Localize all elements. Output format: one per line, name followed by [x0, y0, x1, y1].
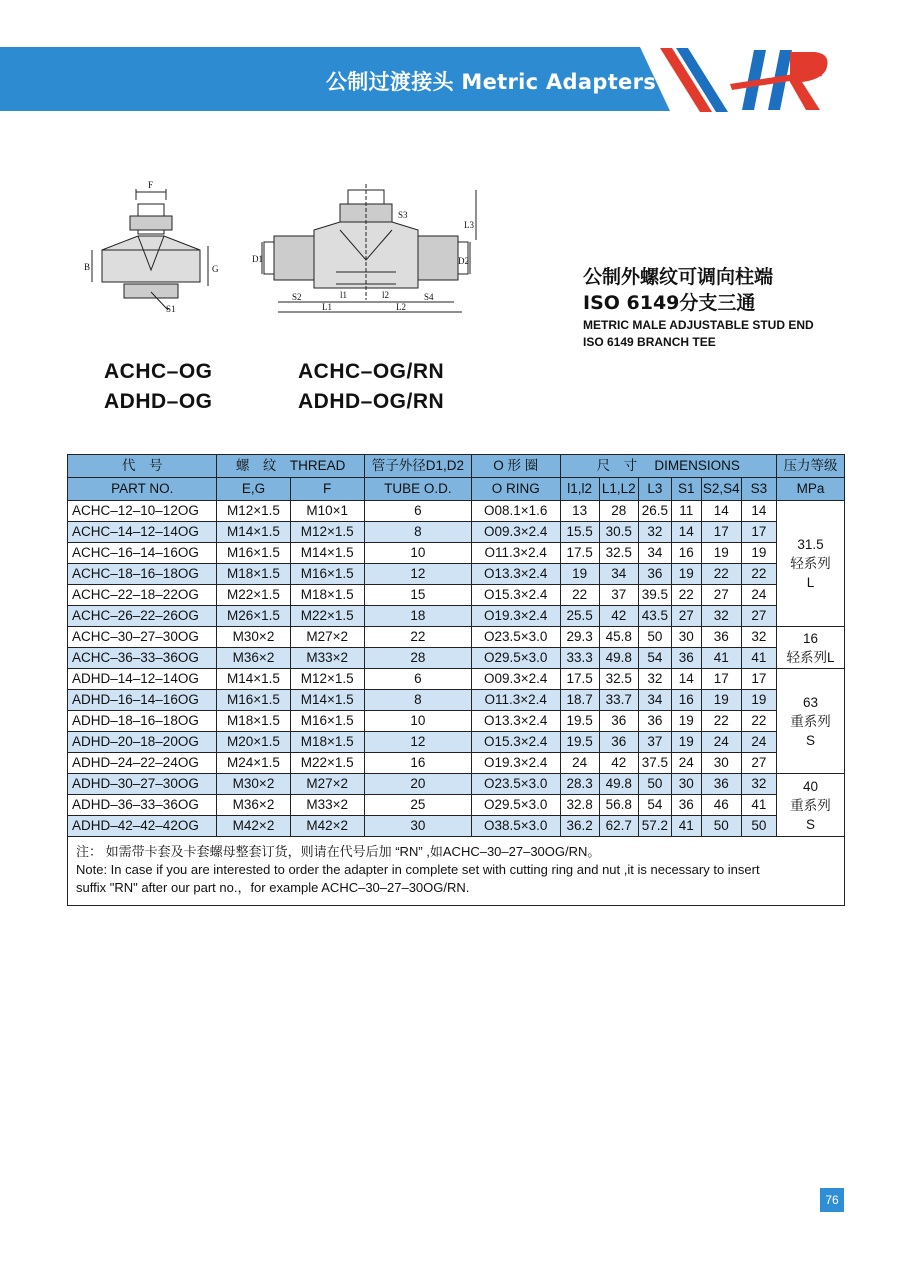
table-cell: 28.3: [560, 774, 599, 795]
table-cell: M12×1.5: [217, 501, 290, 522]
pressure-group-line: 40: [802, 778, 818, 794]
table-row: [68, 543, 845, 564]
table-cell: 32.5: [599, 543, 638, 564]
col-eg: E,G: [217, 478, 290, 501]
table-cell: 36: [599, 732, 638, 753]
table-cell: M10×1: [290, 501, 364, 522]
table-cell: 30: [364, 816, 471, 837]
table-cell: M12×1.5: [290, 522, 364, 543]
table-cell: 32.5: [599, 669, 638, 690]
product-title-en-1: METRIC MALE ADJUSTABLE STUD END: [583, 318, 814, 332]
table-cell: 27: [671, 606, 701, 627]
table-row: [68, 816, 845, 837]
table-cell: O23.5×3.0: [471, 627, 560, 648]
pressure-group-line: 重系列: [790, 713, 831, 729]
table-cell: O19.3×2.4: [471, 606, 560, 627]
table-cell: 17: [741, 522, 776, 543]
label-s2: S2: [292, 292, 302, 302]
table-cell: O09.3×2.4: [471, 522, 560, 543]
table-cell: 32: [741, 774, 776, 795]
table-cell: O19.3×2.4: [471, 753, 560, 774]
table-cell: 32: [638, 669, 671, 690]
table-cell: O13.3×2.4: [471, 564, 560, 585]
table-cell: O29.5×3.0: [471, 648, 560, 669]
table-row: [68, 732, 845, 753]
table-cell: 37.5: [638, 753, 671, 774]
table-cell: 14: [741, 501, 776, 522]
table-cell: ADHD–20–18–20OG: [68, 732, 217, 753]
table-cell: 24: [741, 732, 776, 753]
table-cell: 32: [701, 606, 741, 627]
table-cell: 43.5: [638, 606, 671, 627]
table-cell: 17: [741, 669, 776, 690]
table-cell: ADHD–30–27–30OG: [68, 774, 217, 795]
table-row: [68, 627, 845, 648]
table-cell: 19: [701, 690, 741, 711]
label-f: F: [148, 180, 154, 190]
part-number-achc-og: ACHC–OG: [104, 360, 213, 383]
table-cell: 26.5: [638, 501, 671, 522]
table-cell: 37: [638, 732, 671, 753]
table-cell: 57.2: [638, 816, 671, 837]
table-cell: 36: [599, 711, 638, 732]
col-f: F: [290, 478, 364, 501]
table-cell: O11.3×2.4: [471, 543, 560, 564]
table-cell: 24: [560, 753, 599, 774]
page-number: 76: [820, 1188, 844, 1212]
table-cell: 14: [671, 669, 701, 690]
pressure-group-line: 16: [802, 630, 818, 646]
table-cell: M14×1.5: [290, 543, 364, 564]
pressure-group: [776, 501, 844, 627]
col-s1: S1: [671, 478, 701, 501]
table-cell: M18×1.5: [217, 711, 290, 732]
table-cell: 14: [671, 522, 701, 543]
label-s3: S3: [398, 210, 408, 220]
table-cell: ACHC–26–22–26OG: [68, 606, 217, 627]
table-row: [68, 585, 845, 606]
col-pressure-cn: 压力等级: [776, 455, 844, 478]
label-s4: S4: [424, 292, 434, 302]
table-cell: M14×1.5: [217, 669, 290, 690]
table-cell: 46: [701, 795, 741, 816]
table-cell: 49.8: [599, 648, 638, 669]
table-cell: ACHC–12–10–12OG: [68, 501, 217, 522]
table-cell: 16: [671, 543, 701, 564]
table-cell: M36×2: [217, 648, 290, 669]
part-number-achc-og-rn: ACHC–OG/RN: [298, 360, 445, 383]
label-l2-small: l2: [382, 290, 390, 300]
table-cell: 41: [741, 648, 776, 669]
table-row: [68, 501, 845, 522]
table-cell: 13: [560, 501, 599, 522]
col-part-cn: 代 号: [68, 455, 217, 478]
table-cell: O15.3×2.4: [471, 585, 560, 606]
table-cell: 19.5: [560, 732, 599, 753]
table-cell: 49.8: [599, 774, 638, 795]
pressure-group-line: 31.5: [797, 537, 824, 552]
spec-table: [67, 454, 845, 906]
table-cell: M16×1.5: [217, 690, 290, 711]
table-cell: 17: [701, 669, 741, 690]
label-l1: L1: [322, 302, 332, 312]
table-cell: O38.5×3.0: [471, 816, 560, 837]
table-cell: 30: [671, 774, 701, 795]
table-cell: O23.5×3.0: [471, 774, 560, 795]
table-cell: ACHC–36–33–36OG: [68, 648, 217, 669]
table-cell: ADHD–24–22–24OG: [68, 753, 217, 774]
col-mpa: MPa: [776, 478, 844, 501]
table-cell: 19: [741, 543, 776, 564]
table-cell: M27×2: [290, 774, 364, 795]
table-cell: 19: [741, 690, 776, 711]
table-cell: 22: [701, 711, 741, 732]
table-cell: M27×2: [290, 627, 364, 648]
product-title-en-2: ISO 6149 BRANCH TEE: [583, 335, 716, 349]
table-cell: 54: [638, 648, 671, 669]
table-cell: 11: [671, 501, 701, 522]
table-cell: O09.3×2.4: [471, 669, 560, 690]
table-cell: 18.7: [560, 690, 599, 711]
table-cell: 50: [638, 627, 671, 648]
table-cell: ACHC–18–16–18OG: [68, 564, 217, 585]
table-cell: 36: [701, 774, 741, 795]
pressure-group-line: 63: [802, 694, 818, 710]
table-row: [68, 606, 845, 627]
col-thread: 螺 纹 THREAD: [217, 455, 364, 478]
pressure-group-line: S: [805, 732, 815, 748]
table-cell: 22: [364, 627, 471, 648]
table-cell: 6: [364, 501, 471, 522]
table-cell: 24: [671, 753, 701, 774]
table-cell: 50: [638, 774, 671, 795]
label-b: B: [84, 262, 91, 272]
table-cell: ADHD–14–12–14OG: [68, 669, 217, 690]
note-cn: 注： 如需带卡套及卡套螺母整套订货，则请在代号后加 “RN” ,如ACHC–30–27–30OG/RN。: [76, 844, 601, 859]
table-cell: 6: [364, 669, 471, 690]
table-cell: M22×1.5: [290, 606, 364, 627]
col-o-ring: O RING: [471, 478, 560, 501]
col-l1l2: L1,L2: [599, 478, 638, 501]
table-cell: 17.5: [560, 543, 599, 564]
col-s3: S3: [741, 478, 776, 501]
table-cell: ACHC–14–12–14OG: [68, 522, 217, 543]
table-cell: 32: [638, 522, 671, 543]
table-cell: 22: [741, 564, 776, 585]
table-cell: M26×1.5: [217, 606, 290, 627]
col-tube-od: TUBE O.D.: [364, 478, 471, 501]
table-cell: 8: [364, 522, 471, 543]
table-cell: M12×1.5: [290, 669, 364, 690]
table-cell: 45.8: [599, 627, 638, 648]
col-l3: L3: [638, 478, 671, 501]
table-cell: 36: [701, 627, 741, 648]
table-cell: 16: [364, 753, 471, 774]
table-cell: O29.5×3.0: [471, 795, 560, 816]
table-cell: ADHD–42–42–42OG: [68, 816, 217, 837]
table-cell: 36: [671, 648, 701, 669]
table-cell: 17.5: [560, 669, 599, 690]
label-d2: D2: [458, 256, 469, 266]
table-row: [68, 648, 845, 669]
header-title: 公制过渡接头 Metric Adapters: [326, 70, 657, 94]
table-cell: O11.3×2.4: [471, 690, 560, 711]
table-cell: 50: [701, 816, 741, 837]
table-row: [68, 711, 845, 732]
table-cell: ACHC–30–27–30OG: [68, 627, 217, 648]
table-cell: 15.5: [560, 522, 599, 543]
product-title-cn-2: ISO 6149分支三通: [583, 292, 756, 314]
table-cell: M30×2: [217, 627, 290, 648]
table-cell: 33.3: [560, 648, 599, 669]
product-title-cn-1: 公制外螺纹可调向柱端: [583, 266, 774, 288]
table-row: [68, 669, 845, 690]
table-cell: 19: [671, 564, 701, 585]
table-cell: 30: [671, 627, 701, 648]
table-cell: 27: [701, 585, 741, 606]
table-row: [68, 795, 845, 816]
part-number-adhd-og-rn: ADHD–OG/RN: [298, 390, 445, 413]
table-cell: 22: [701, 564, 741, 585]
table-cell: ACHC–16–14–16OG: [68, 543, 217, 564]
table-cell: 20: [364, 774, 471, 795]
col-l1l2-small: l1,l2: [560, 478, 599, 501]
table-cell: M42×2: [290, 816, 364, 837]
table-row: [68, 564, 845, 585]
table-cell: M42×2: [217, 816, 290, 837]
table-cell: ADHD–18–16–18OG: [68, 711, 217, 732]
table-cell: 10: [364, 711, 471, 732]
table-cell: O08.1×1.6: [471, 501, 560, 522]
table-cell: 32.8: [560, 795, 599, 816]
table-cell: M30×2: [217, 774, 290, 795]
table-cell: 24: [701, 732, 741, 753]
pressure-group-line: S: [805, 816, 815, 832]
table-cell: 25.5: [560, 606, 599, 627]
table-cell: 54: [638, 795, 671, 816]
table-cell: M18×1.5: [290, 732, 364, 753]
table-cell: 22: [560, 585, 599, 606]
table-cell: 39.5: [638, 585, 671, 606]
table-cell: 42: [599, 606, 638, 627]
table-cell: 62.7: [599, 816, 638, 837]
pressure-group-line: 轻系列: [790, 556, 831, 571]
table-cell: M33×2: [290, 795, 364, 816]
table-cell: 41: [671, 816, 701, 837]
label-g: G: [212, 264, 219, 274]
table-cell: 32: [741, 627, 776, 648]
table-cell: 24: [741, 585, 776, 606]
col-tube-cn: 管子外径D1,D2: [364, 455, 471, 478]
table-cell: 34: [599, 564, 638, 585]
table-cell: M36×2: [217, 795, 290, 816]
table-cell: 18: [364, 606, 471, 627]
part-number-adhd-og: ADHD–OG: [104, 390, 213, 413]
table-cell: M18×1.5: [217, 564, 290, 585]
pressure-group: [776, 627, 844, 669]
table-cell: 12: [364, 564, 471, 585]
pressure-group: [776, 669, 844, 774]
col-oring-cn: O 形 圈: [471, 455, 560, 478]
table-row: [68, 753, 845, 774]
table-row: [68, 690, 845, 711]
table-cell: O15.3×2.4: [471, 732, 560, 753]
table-cell: ADHD–16–14–16OG: [68, 690, 217, 711]
table-cell: M14×1.5: [290, 690, 364, 711]
pressure-group: [776, 774, 844, 837]
label-s1: S1: [166, 304, 176, 314]
table-cell: 41: [701, 648, 741, 669]
table-cell: 16: [671, 690, 701, 711]
table-cell: 19: [671, 732, 701, 753]
table-cell: 27: [741, 606, 776, 627]
col-s2s4: S2,S4: [701, 478, 741, 501]
table-cell: 10: [364, 543, 471, 564]
pressure-group-line: 轻系列L: [786, 649, 835, 665]
branch-tee-drawing: [78, 180, 478, 320]
pressure-group-line: 重系列: [790, 797, 831, 813]
table-cell: M14×1.5: [217, 522, 290, 543]
pressure-group-line: L: [806, 575, 815, 590]
table-cell: 14: [701, 501, 741, 522]
label-l3: L3: [464, 220, 474, 230]
table-cell: 19: [560, 564, 599, 585]
table-cell: 17: [701, 522, 741, 543]
table-row: [68, 774, 845, 795]
table-cell: 27: [741, 753, 776, 774]
company-logo-icon: [650, 40, 840, 120]
header-row-2: [68, 478, 845, 501]
col-part-no: PART NO.: [68, 478, 217, 501]
table-cell: 36.2: [560, 816, 599, 837]
table-cell: 19.5: [560, 711, 599, 732]
table-cell: M20×1.5: [217, 732, 290, 753]
table-cell: 36: [638, 711, 671, 732]
table-cell: 8: [364, 690, 471, 711]
table-cell: ADHD–36–33–36OG: [68, 795, 217, 816]
table-cell: 50: [741, 816, 776, 837]
table-cell: 22: [741, 711, 776, 732]
table-cell: M16×1.5: [290, 564, 364, 585]
label-l2: L2: [396, 302, 406, 312]
table-cell: 36: [671, 795, 701, 816]
header-row-1: [68, 455, 845, 478]
table-cell: 25: [364, 795, 471, 816]
table-cell: O13.3×2.4: [471, 711, 560, 732]
note-row: [68, 837, 845, 906]
table-cell: 33.7: [599, 690, 638, 711]
col-dimensions: 尺 寸 DIMENSIONS: [560, 455, 776, 478]
note-en-2: suffix "RN" after our part no.，for example ACHC–30–27–30OG/RN.: [76, 880, 470, 895]
table-cell: 41: [741, 795, 776, 816]
table-cell: 34: [638, 690, 671, 711]
table-cell: 12: [364, 732, 471, 753]
table-cell: M22×1.5: [290, 753, 364, 774]
table-cell: 37: [599, 585, 638, 606]
table-cell: 19: [701, 543, 741, 564]
table-cell: 15: [364, 585, 471, 606]
table-cell: 36: [638, 564, 671, 585]
table-cell: 30: [701, 753, 741, 774]
note-cell: [68, 837, 845, 906]
label-l1-small: l1: [340, 290, 348, 300]
table-cell: M16×1.5: [290, 711, 364, 732]
table-cell: 28: [364, 648, 471, 669]
table-cell: M22×1.5: [217, 585, 290, 606]
table-cell: 56.8: [599, 795, 638, 816]
table-row: [68, 522, 845, 543]
table-cell: M33×2: [290, 648, 364, 669]
note-en-1: Note: In case if you are interested to order the adapter in complete set with cutting ring and nut ,it is necessary to insert: [76, 862, 760, 877]
table-cell: 30.5: [599, 522, 638, 543]
table-cell: 19: [671, 711, 701, 732]
table-cell: 28: [599, 501, 638, 522]
table-cell: M24×1.5: [217, 753, 290, 774]
table-cell: M16×1.5: [217, 543, 290, 564]
table-cell: 22: [671, 585, 701, 606]
table-cell: 34: [638, 543, 671, 564]
table-cell: 29.3: [560, 627, 599, 648]
table-cell: 42: [599, 753, 638, 774]
table-cell: ACHC–22–18–22OG: [68, 585, 217, 606]
label-d1: D1: [252, 254, 263, 264]
table-cell: M18×1.5: [290, 585, 364, 606]
